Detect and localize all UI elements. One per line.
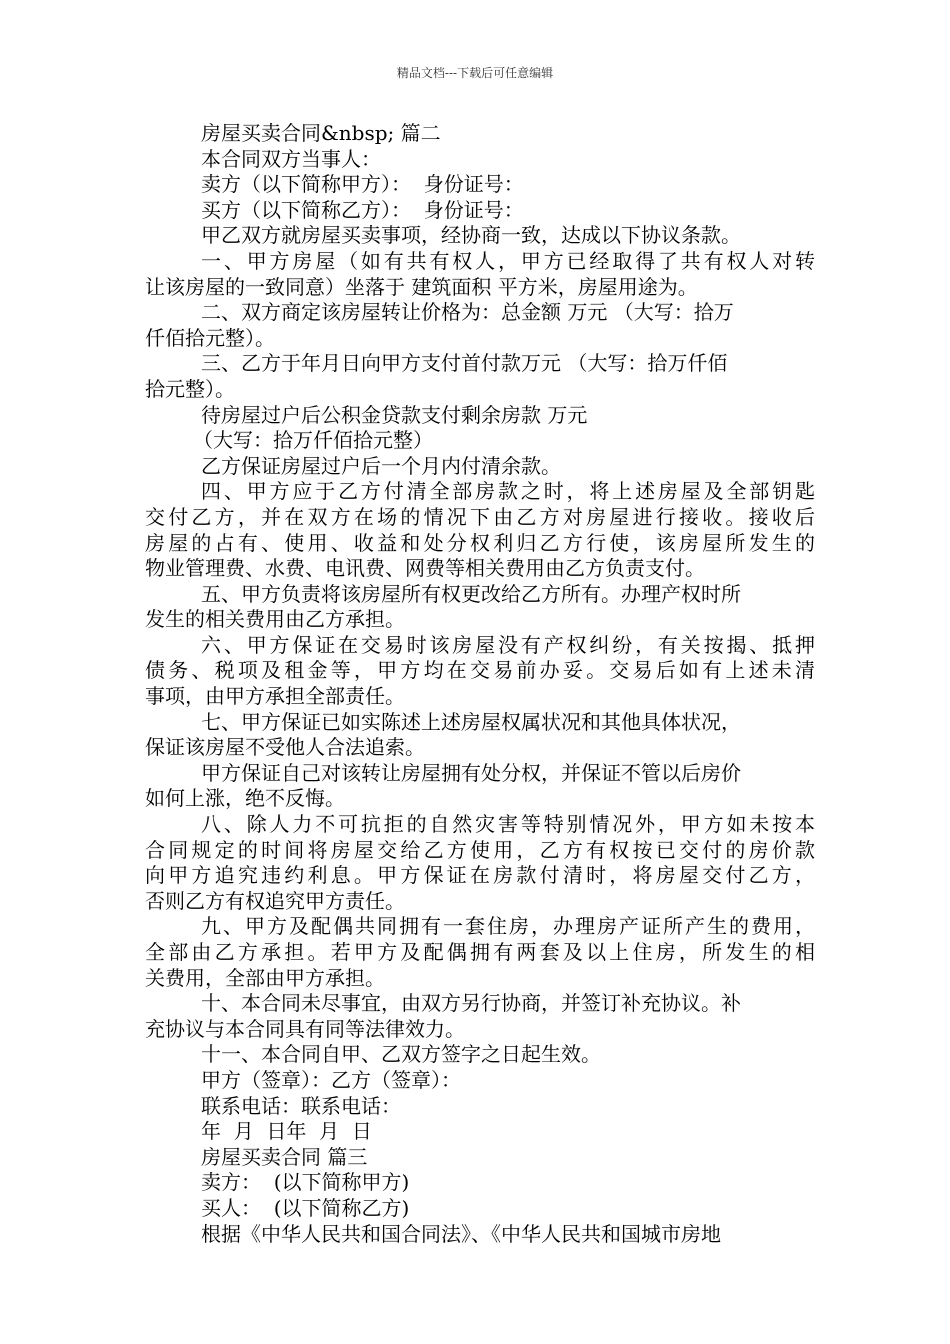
document-line: 甲乙双方就房屋买卖事项，经协商一致，达成以下协议条款。 [201, 223, 741, 248]
document-line: 关费用，全部由甲方承担。 [145, 965, 385, 990]
document-line: 卖方： (以下简称甲方) [201, 1170, 410, 1195]
document-line: 房屋的占有、使用、收益和处分权利归乙方行使，该房屋所发生的 [145, 530, 815, 555]
document-line: 五、甲方负责将该房屋所有权更改给乙方所有。办理产权时所 [201, 581, 741, 606]
document-line: 十、本合同未尽事宜，由双方另行协商，并签订补充协议。补 [201, 991, 741, 1016]
document-line: 向甲方追究违约利息。甲方保证在房款付清时，将房屋交付乙方， [145, 863, 815, 888]
page-header: 精品文档---下载后可任意编辑 [396, 66, 554, 80]
document-line: 四、甲方应于乙方付清全部房款之时，将上述房屋及全部钥匙 [201, 479, 815, 504]
document-line: 充协议与本合同具有同等法律效力。 [145, 1016, 465, 1041]
document-line: 买方（以下简称乙方）： 身份证号： [201, 197, 524, 222]
document-line: 拾元整）。 [145, 376, 235, 401]
document-line: 如何上涨，绝不反悔。 [145, 786, 345, 811]
document-line: 一、甲方房屋（如有共有权人，甲方已经取得了共有权人对转 [201, 248, 815, 273]
document-line: 买人： (以下简称乙方) [201, 1195, 410, 1220]
document-line: 年 月 日年 月 日 [201, 1119, 372, 1144]
document-line: 本合同双方当事人： [201, 146, 381, 171]
document-line: 债务、税项及租金等，甲方均在交易前办妥。交易后如有上述未清 [145, 658, 815, 683]
document-body [145, 121, 815, 1247]
document-line: 房屋买卖合同 篇三 [201, 1144, 368, 1169]
document-line: 全部由乙方承担。若甲方及配偶拥有两套及以上住房，所发生的相 [145, 940, 815, 964]
document-line: 交付乙方，并在双方在场的情况下由乙方对房屋进行接收。接收后 [145, 504, 815, 529]
document-line: 乙方保证房屋过户后一个月内付清余款。 [201, 453, 561, 478]
document-line: 根据《中华人民共和国合同法》、《中华人民共和国城市房地 [201, 1221, 721, 1246]
document-line: 房屋买卖合同&nbsp; 篇二 [201, 121, 441, 145]
document-line: 仟佰拾元整）。 [145, 325, 275, 350]
document-line: 八、除人力不可抗拒的自然灾害等特别情况外，甲方如未按本 [201, 812, 815, 837]
document-line: 甲方保证自己对该转让房屋拥有处分权，并保证不管以后房价 [201, 760, 741, 785]
document-line: 七、甲方保证已如实陈述上述房屋权属状况和其他具体状况， [201, 709, 741, 734]
document-line: 二、双方商定该房屋转让价格为：总金额 万元 （大写：拾万 [201, 300, 734, 325]
document-line: 发生的相关费用由乙方承担。 [145, 607, 405, 632]
document-line: 合同规定的时间将房屋交给乙方使用，乙方有权按已交付的房价款 [145, 837, 815, 862]
document-line: 三、乙方于年月日向甲方支付首付款万元 （大写：拾万仟佰 [201, 351, 728, 376]
document-line: 九、甲方及配偶共同拥有一套住房，办理房产证所产生的费用， [201, 914, 815, 939]
document-line: 让该房屋的一致同意）坐落于 建筑面积 平方米，房屋用途为。 [145, 274, 698, 299]
document-line: 十一、本合同自甲、乙双方签字之日起生效。 [201, 1042, 601, 1067]
document-line: 事项，由甲方承担全部责任。 [145, 684, 405, 709]
document-line: 卖方（以下简称甲方）： 身份证号： [201, 172, 524, 197]
document-line: 保证该房屋不受他人合法追索。 [145, 735, 425, 760]
document-line: 联系电话：联系电话： [201, 1093, 401, 1118]
document-line: 否则乙方有权追究甲方责任。 [145, 888, 405, 913]
document-line: 六、甲方保证在交易时该房屋没有产权纠纷，有关按揭、抵押 [201, 632, 815, 657]
document-line: 待房屋过户后公积金贷款支付剩余房款 万元 [201, 402, 588, 427]
document-line: 物业管理费、水费、电讯费、网费等相关费用由乙方负责支付。 [145, 556, 705, 581]
document-line: 甲方（签章）：乙方（签章）： [201, 1067, 461, 1092]
document-line: （大写：拾万仟佰拾元整） [193, 428, 433, 453]
